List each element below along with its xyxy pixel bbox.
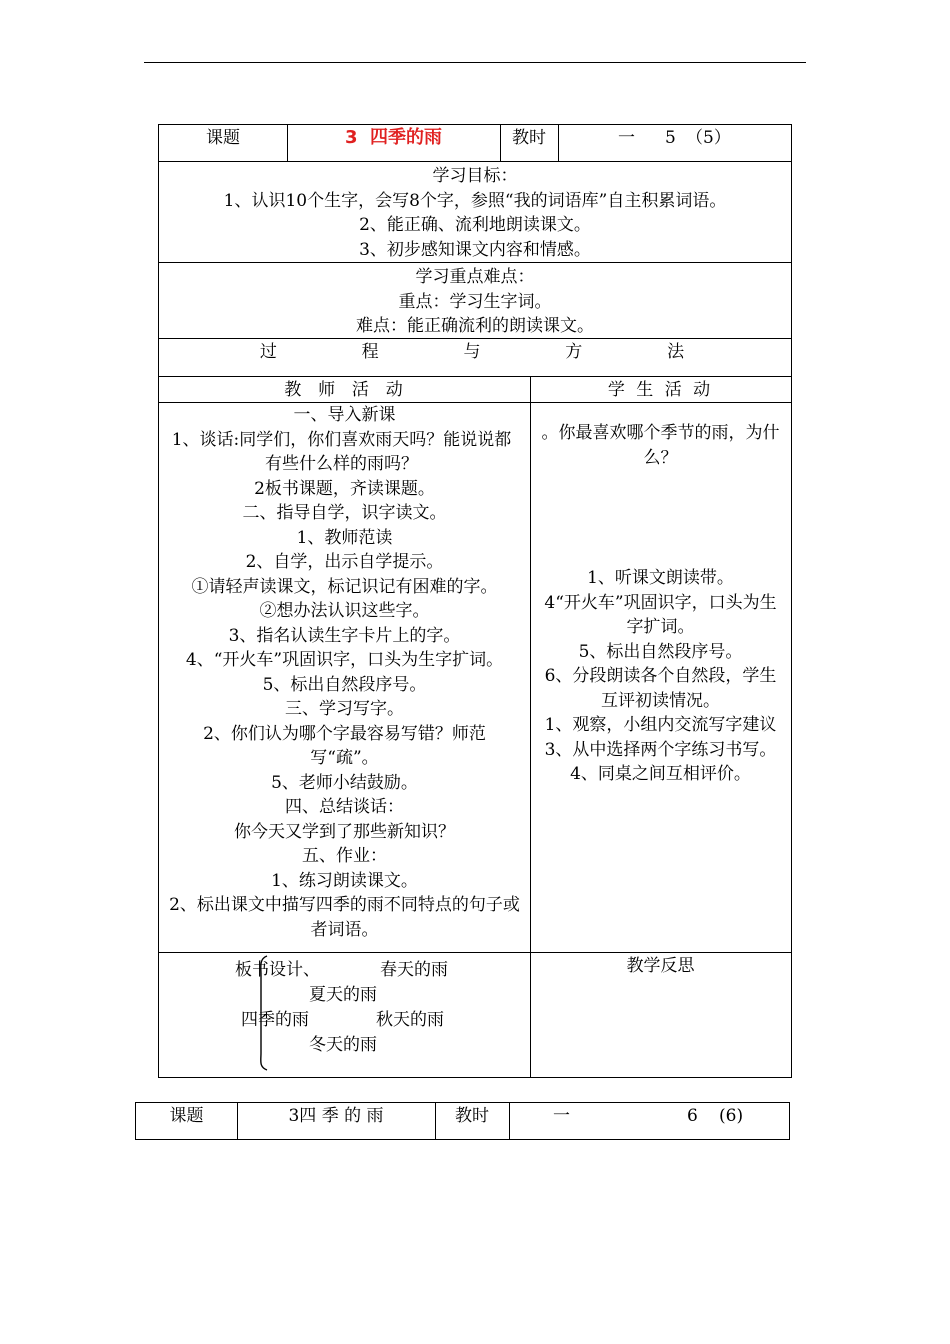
student-line: 4“开火车”巩固识字，口头为生字扩词。 <box>544 592 777 637</box>
hours-value-c: （5） <box>686 128 731 148</box>
goal-item: 1、认识10个生字，会写8个字，参照“我的词语库”自主积累词语。 <box>223 190 727 211</box>
hours-value-a: 一 <box>618 128 635 148</box>
teacher-line: 5、老师小结鼓励。 <box>271 772 418 793</box>
teacher-line: 2、标出课文中描写四季的雨不同特点的句子或者词语。 <box>169 895 520 940</box>
board-center: 四季的雨 <box>241 1010 309 1030</box>
teacher-line: 你今天又学到了那些新知识？ <box>234 821 455 842</box>
reflection-label: 教学反思 <box>626 956 695 976</box>
student-line: 4、同桌之间互相评价。 <box>570 764 751 784</box>
board-item: 秋天的雨 <box>376 1010 444 1030</box>
teacher-line: 5、标出自然段序号。 <box>262 674 427 695</box>
teacher-line: 一、导入新课 <box>293 405 396 425</box>
board-label: 板书设计、 <box>235 960 320 980</box>
board-row <box>159 953 791 1077</box>
teacher-line: 2、自学，出示自学提示。 <box>245 552 444 572</box>
process-heading: 过 程 与 方 法 <box>259 342 691 362</box>
student-line: 5、标出自然段序号。 <box>578 641 743 662</box>
focus-heading: 学习重点难点： <box>415 267 535 287</box>
student-line: 3、从中选择两个字练习书写。 <box>544 739 777 760</box>
teacher-heading: 教 师 活 动 <box>284 380 405 400</box>
student-line: 1、听课文朗读带。 <box>587 568 734 588</box>
column-heading-row <box>159 377 791 403</box>
lesson-title: 3四 季 的 雨 <box>288 1106 384 1126</box>
process-row <box>159 339 791 377</box>
next-lesson-header <box>135 1102 790 1140</box>
teacher-line: 四、总结谈话： <box>285 797 404 817</box>
focus-row <box>159 263 791 339</box>
board-brace <box>253 953 283 1077</box>
teacher-line: 1、练习朗读课文。 <box>271 870 418 891</box>
subject-label: 课题 <box>169 1106 204 1126</box>
teacher-line: ②想办法认识这些字。 <box>259 601 430 621</box>
teacher-line: 1、谈话:同学们，你们喜欢雨天吗？能说说都有些什么样的雨吗？ <box>171 429 512 474</box>
subject-label: 课题 <box>206 128 240 148</box>
reflection-cell <box>530 953 791 1077</box>
header-row <box>159 125 791 162</box>
teacher-line: 3、指名认读生字卡片上的字。 <box>228 625 461 646</box>
teacher-line: 2板书课题，齐读课题。 <box>254 478 435 499</box>
hours-label: 教时 <box>512 128 546 148</box>
teacher-activities <box>159 403 530 942</box>
hours-value-b: 5 <box>665 128 676 148</box>
hours-value-c: (6) <box>719 1106 744 1126</box>
focus-difficulty: 难点：能正确流利的朗读课文。 <box>356 316 594 336</box>
teacher-line: 二、指导自学，识字读文。 <box>242 503 447 523</box>
hours-value-b: 6 <box>687 1106 698 1126</box>
board-item: 冬天的雨 <box>309 1035 377 1055</box>
top-rule <box>144 62 806 63</box>
goals-heading: 学习目标： <box>432 166 518 186</box>
focus-key: 重点：学习生字词。 <box>398 291 552 312</box>
goal-item: 3、初步感知课文内容和情感。 <box>359 239 591 260</box>
student-heading: 学 生 活 动 <box>607 380 714 400</box>
activities-row <box>159 403 791 953</box>
teacher-line: 1、教师范读 <box>296 527 393 548</box>
teacher-line: 五、作业： <box>302 846 387 866</box>
student-activities <box>530 403 791 787</box>
student-line: 6、分段朗读各个自然段，学生互评初读情况。 <box>544 666 777 711</box>
goal-item: 2、能正确、流利地朗读课文。 <box>359 215 591 235</box>
student-line: 。你最喜欢哪个季节的雨，为什么？ <box>541 423 780 468</box>
teacher-line: 三、学习写字。 <box>285 699 404 719</box>
lesson-title: 3 四季的雨 <box>344 127 443 148</box>
hours-value-a: 一 <box>553 1106 570 1126</box>
board-item: 夏天的雨 <box>309 985 377 1005</box>
teacher-line: ①请轻声读课文，标记识记有困难的字。 <box>191 576 498 597</box>
board-design <box>159 953 530 1077</box>
goals-row <box>159 162 791 263</box>
teacher-line: 4、“开火车”巩固识字，口头为生字扩词。 <box>185 650 504 670</box>
board-item: 春天的雨 <box>380 960 448 980</box>
teacher-line: 2、你们认为哪个字最容易写错？师范写“疏”。 <box>203 723 486 768</box>
student-line: 1、观察，小组内交流写字建议 <box>544 715 777 735</box>
lesson-plan-table <box>158 124 792 1078</box>
hours-label: 教时 <box>455 1106 489 1126</box>
